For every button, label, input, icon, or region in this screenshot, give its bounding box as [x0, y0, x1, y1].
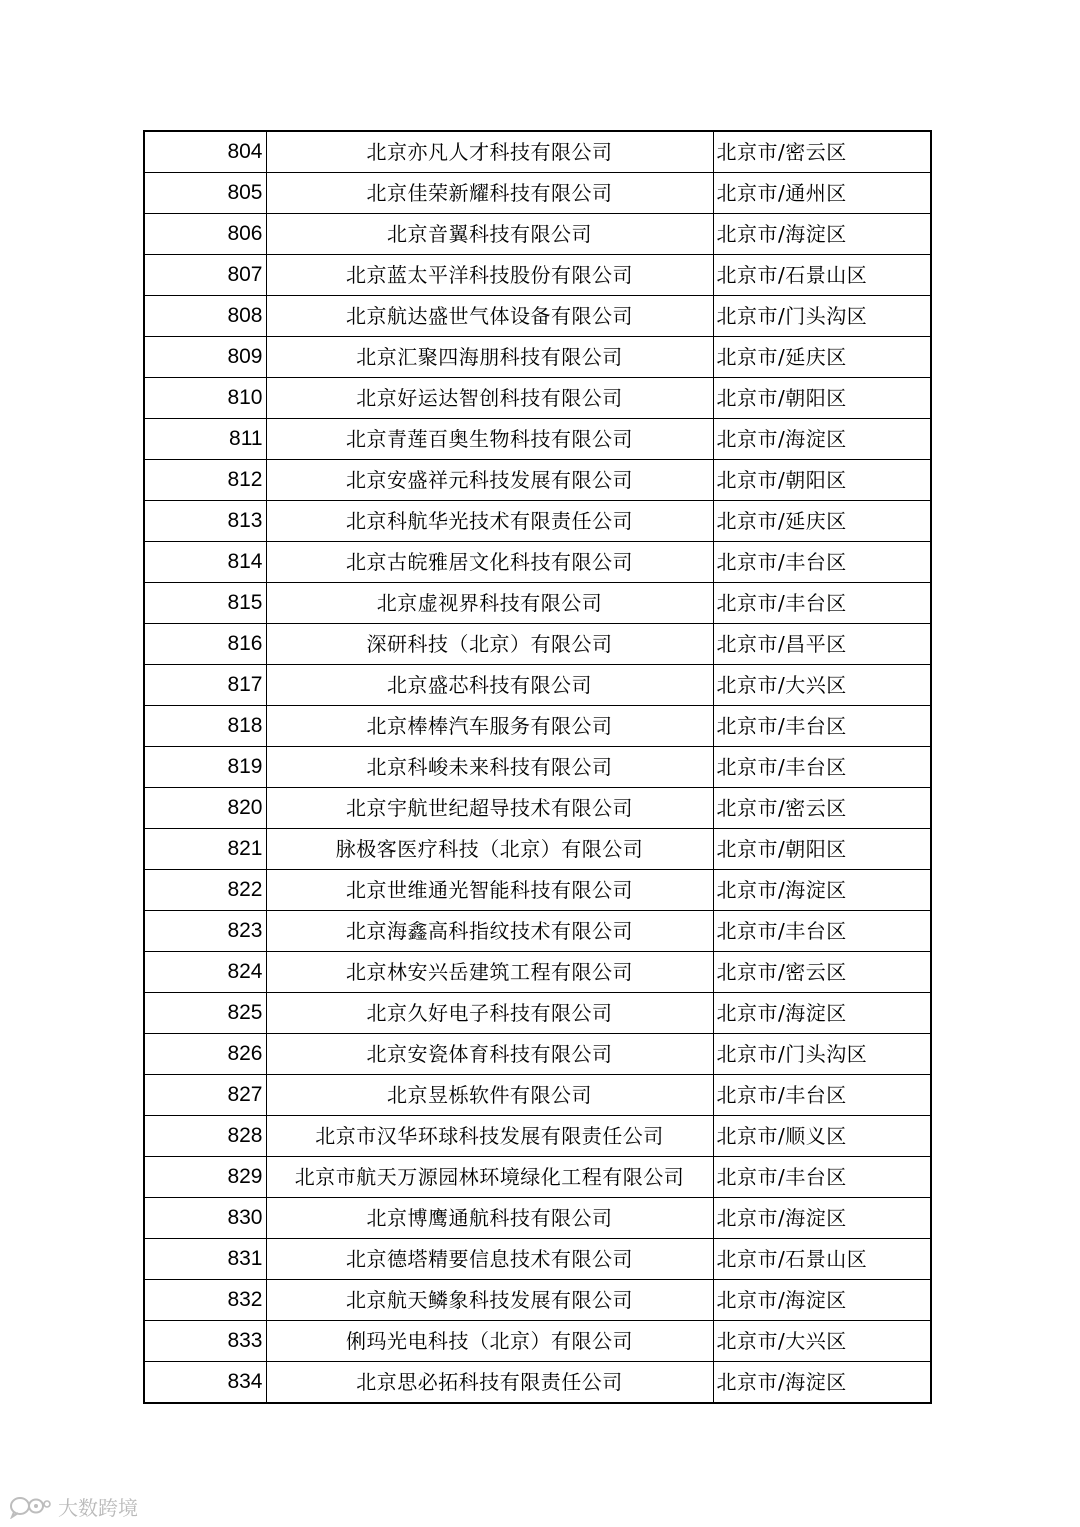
row-number: 813	[144, 501, 266, 542]
table-row	[144, 173, 931, 214]
table-row	[144, 1362, 931, 1404]
region: 北京市/丰台区	[713, 1075, 931, 1116]
region: 北京市/丰台区	[713, 706, 931, 747]
region: 北京市/石景山区	[713, 1239, 931, 1280]
company-name: 北京亦凡人才科技有限公司	[266, 131, 713, 173]
table-row	[144, 1075, 931, 1116]
row-number: 834	[144, 1362, 266, 1404]
table-row	[144, 952, 931, 993]
company-name: 北京久好电子科技有限公司	[266, 993, 713, 1034]
row-number: 818	[144, 706, 266, 747]
company-name: 北京世维通光智能科技有限公司	[266, 870, 713, 911]
row-number: 828	[144, 1116, 266, 1157]
row-number: 821	[144, 829, 266, 870]
company-name: 北京蓝太平洋科技股份有限公司	[266, 255, 713, 296]
table-row	[144, 583, 931, 624]
region: 北京市/昌平区	[713, 624, 931, 665]
table-row	[144, 1239, 931, 1280]
region: 北京市/门头沟区	[713, 1034, 931, 1075]
row-number: 832	[144, 1280, 266, 1321]
table-row	[144, 911, 931, 952]
company-name: 北京宇航世纪超导技术有限公司	[266, 788, 713, 829]
table-row	[144, 378, 931, 419]
company-name: 北京思必拓科技有限责任公司	[266, 1362, 713, 1404]
region: 北京市/丰台区	[713, 542, 931, 583]
region: 北京市/海淀区	[713, 993, 931, 1034]
company-name: 俐玛光电科技（北京）有限公司	[266, 1321, 713, 1362]
region: 北京市/石景山区	[713, 255, 931, 296]
region: 北京市/通州区	[713, 173, 931, 214]
company-name: 北京航天鳞象科技发展有限公司	[266, 1280, 713, 1321]
row-number: 812	[144, 460, 266, 501]
company-name: 北京音翼科技有限公司	[266, 214, 713, 255]
row-number: 807	[144, 255, 266, 296]
company-name: 深研科技（北京）有限公司	[266, 624, 713, 665]
row-number: 822	[144, 870, 266, 911]
region: 北京市/海淀区	[713, 870, 931, 911]
company-name: 北京好运达智创科技有限公司	[266, 378, 713, 419]
region: 北京市/顺义区	[713, 1116, 931, 1157]
row-number: 811	[144, 419, 266, 460]
row-number: 808	[144, 296, 266, 337]
region: 北京市/大兴区	[713, 665, 931, 706]
table-row	[144, 1034, 931, 1075]
region: 北京市/朝阳区	[713, 460, 931, 501]
row-number: 833	[144, 1321, 266, 1362]
region: 北京市/延庆区	[713, 337, 931, 378]
company-name: 北京航达盛世气体设备有限公司	[266, 296, 713, 337]
company-name: 北京科航华光技术有限责任公司	[266, 501, 713, 542]
region: 北京市/密云区	[713, 788, 931, 829]
company-name: 北京科峻未来科技有限公司	[266, 747, 713, 788]
table-row	[144, 993, 931, 1034]
row-number: 817	[144, 665, 266, 706]
company-name: 北京市航天万源园林环境绿化工程有限公司	[266, 1157, 713, 1198]
watermark-text: 大数跨境	[58, 1496, 138, 1520]
region: 北京市/朝阳区	[713, 378, 931, 419]
table-row	[144, 665, 931, 706]
region: 北京市/密云区	[713, 131, 931, 173]
company-name: 北京虚视界科技有限公司	[266, 583, 713, 624]
region: 北京市/海淀区	[713, 214, 931, 255]
row-number: 831	[144, 1239, 266, 1280]
table-row	[144, 296, 931, 337]
table-row	[144, 255, 931, 296]
row-number: 826	[144, 1034, 266, 1075]
region: 北京市/海淀区	[713, 419, 931, 460]
table-row	[144, 1321, 931, 1362]
table-row	[144, 460, 931, 501]
row-number: 805	[144, 173, 266, 214]
row-number: 816	[144, 624, 266, 665]
region: 北京市/海淀区	[713, 1280, 931, 1321]
company-name: 脉极客医疗科技（北京）有限公司	[266, 829, 713, 870]
chat-bubble-logo-icon	[8, 1495, 52, 1519]
company-name: 北京青莲百奥生物科技有限公司	[266, 419, 713, 460]
row-number: 810	[144, 378, 266, 419]
region: 北京市/大兴区	[713, 1321, 931, 1362]
region: 北京市/丰台区	[713, 583, 931, 624]
region: 北京市/门头沟区	[713, 296, 931, 337]
table-row	[144, 131, 931, 173]
region: 北京市/海淀区	[713, 1362, 931, 1404]
company-name: 北京海鑫高科指纹技术有限公司	[266, 911, 713, 952]
company-table	[143, 130, 932, 1404]
company-name: 北京安盛祥元科技发展有限公司	[266, 460, 713, 501]
table-row	[144, 829, 931, 870]
table-row	[144, 214, 931, 255]
company-name: 北京德塔精要信息技术有限公司	[266, 1239, 713, 1280]
row-number: 815	[144, 583, 266, 624]
company-name: 北京博鹰通航科技有限公司	[266, 1198, 713, 1239]
table-row	[144, 747, 931, 788]
watermark	[8, 1492, 138, 1521]
company-name: 北京汇聚四海朋科技有限公司	[266, 337, 713, 378]
row-number: 830	[144, 1198, 266, 1239]
company-name: 北京棒棒汽车服务有限公司	[266, 706, 713, 747]
table-row	[144, 1157, 931, 1198]
region: 北京市/丰台区	[713, 911, 931, 952]
region: 北京市/朝阳区	[713, 829, 931, 870]
region: 北京市/丰台区	[713, 1157, 931, 1198]
table-row	[144, 1198, 931, 1239]
row-number: 824	[144, 952, 266, 993]
company-name: 北京林安兴岳建筑工程有限公司	[266, 952, 713, 993]
row-number: 827	[144, 1075, 266, 1116]
table-row	[144, 624, 931, 665]
company-name: 北京昱栎软件有限公司	[266, 1075, 713, 1116]
row-number: 829	[144, 1157, 266, 1198]
table-row	[144, 1116, 931, 1157]
company-name: 北京市汉华环球科技发展有限责任公司	[266, 1116, 713, 1157]
table-row	[144, 1280, 931, 1321]
table-row	[144, 419, 931, 460]
row-number: 820	[144, 788, 266, 829]
table-row	[144, 501, 931, 542]
region: 北京市/丰台区	[713, 747, 931, 788]
table-row	[144, 337, 931, 378]
table-row	[144, 870, 931, 911]
row-number: 809	[144, 337, 266, 378]
table-row	[144, 788, 931, 829]
row-number: 825	[144, 993, 266, 1034]
region: 北京市/密云区	[713, 952, 931, 993]
company-name: 北京盛芯科技有限公司	[266, 665, 713, 706]
row-number: 814	[144, 542, 266, 583]
table-row	[144, 706, 931, 747]
row-number: 819	[144, 747, 266, 788]
row-number: 806	[144, 214, 266, 255]
table-row	[144, 542, 931, 583]
region: 北京市/延庆区	[713, 501, 931, 542]
table-body	[144, 131, 931, 1403]
company-name: 北京古皖雅居文化科技有限公司	[266, 542, 713, 583]
row-number: 804	[144, 131, 266, 173]
region: 北京市/海淀区	[713, 1198, 931, 1239]
row-number: 823	[144, 911, 266, 952]
company-name: 北京佳荣新耀科技有限公司	[266, 173, 713, 214]
company-name: 北京安瓷体育科技有限公司	[266, 1034, 713, 1075]
